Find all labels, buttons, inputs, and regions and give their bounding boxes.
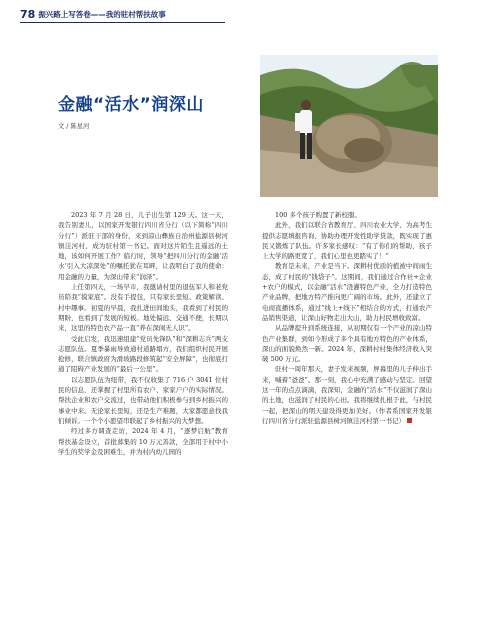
paragraph: 100 多个孩子购置了新校服。 xyxy=(275,211,361,219)
article-author: 文 / 陈星河 xyxy=(58,123,90,130)
page-number: 78 xyxy=(20,8,36,21)
paragraph-text: 驻村一周年那天，妻子发来视频，屏幕里的儿子伸出手来，喊着“爸爸”。那一刻，我心中充满了感动与坚定。回望这一年的点点滴滴，我深知，金融的“活水”不仅滋润了深山的土地，也滋润了村民的心田。我将继续扎根于此，与村民一起，把深山的明天建设得更加美好。（作者系国家开发银行四川省分行派驻盐源县树河镇洼河村第一书记） xyxy=(262,365,432,425)
paragraph: 2023 年 7 月 28 日，儿子出生第 129 天。这一天，我告别妻儿，以国家开发银行四川省分行（以下简称“四川分行”）派驻干部的身份，来到凉山彝族自治州盐源县树河镇洼河村，成为驻村第一书记。面对这片陌生且遥远的土地，该如何开展工作？临行时，领导“把四川分行的金融‘活水’引入大凉深处”的嘱托犹在耳畔，让我明白了我的使命：用金融的力量，为深山带来“润泽”。 xyxy=(58,211,228,281)
paragraph xyxy=(262,364,432,426)
header-rule xyxy=(20,22,225,23)
paragraph: 教育是未来，产业是当下。深耕村优质的植被中间雨生态，成了村民的“钱袋子”。这期间，我们通过合作社+企业+农户的模式，以金融“活水”浇灌特色产业，全力打造特色产业品牌，把地方特产推向更广阔的市场。此外，还建立了电商直播体系，通过“线上+线下”相结合的方式，打通农产品销售渠道，让深山好物走出大山，助力村民增收致富。 xyxy=(262,262,432,322)
paragraph: 以志愿队伍为纽带，我不仅收集了 716 户 3041 位村民的信息，还掌握了村里所有农户、家家户户的实际情况。帮扶企业和农户交流过，也带动他们积极参与到乡村振兴的事业中来。无论家长里短，还是生产难题，大家都愿意找我们倾诉。一个个小愿望串联起了乡村振兴的大梦想。 xyxy=(58,375,228,425)
body-column-right xyxy=(262,210,432,426)
paragraph: 从品牌提升到系统连接，从初期仅有一个产业的凉山特色产业集群，到如今形成了多个具有地方特色的产业体系，深山的面貌焕然一新。2024 年，深耕村村集体经济收入突破 500 万元。 xyxy=(262,324,432,364)
issue-title: 振兴路上写答卷——我的驻村帮扶故事 xyxy=(38,10,166,19)
article-photo xyxy=(260,55,438,197)
paragraph: 受此启发，我迅速组建“党员先锋队”和“深耕志兵”两支志愿队伍。夏季暴雨导致通村道路塌方，我们组织村民开展抢修，联合镇政府为滑坡路段修筑起“安全屏障”，也彻底打通了阻碍产业发展的“最后一公里”。 xyxy=(58,334,228,374)
paragraph: 上任第四天，一场早市，我邀请村里的退伍军人和老党员陪我“摸家底”。没有手提包，只有家长里短、政策解读、村中趣事。初夏的早晨，我扎进田间地头，我看到了村民的期盼，也看到了发展的短板。地处偏远、交通不便，长期以来，这里的特色农产品一直“养在深闺无人识”。 xyxy=(58,283,228,333)
article-title: 金融“活水”润深山 xyxy=(58,95,204,115)
photo-man-by-boulder-icon xyxy=(260,55,438,197)
paragraph: 经过多方调查走访，2024 年 4 月，“逐梦启航”教育帮扶基金设立，首批募集的 10 万元善款，全部用于村中小学生的奖学金及困难生，并为村内幼儿园的 xyxy=(58,427,228,456)
page-header xyxy=(20,8,166,21)
paragraph: 此外，我们以联合省教育厅、四川农业大学、为高考生提供志愿填报咨询、协助办理开发性助学贷款，既实现了惠民又锻炼了队伍。许多家长感叹：“有了你们的帮助，孩子上大学的路更宽了，我们心里也更踏实了！” xyxy=(262,221,432,261)
end-mark-icon xyxy=(407,418,412,423)
body-column-left xyxy=(58,210,228,457)
